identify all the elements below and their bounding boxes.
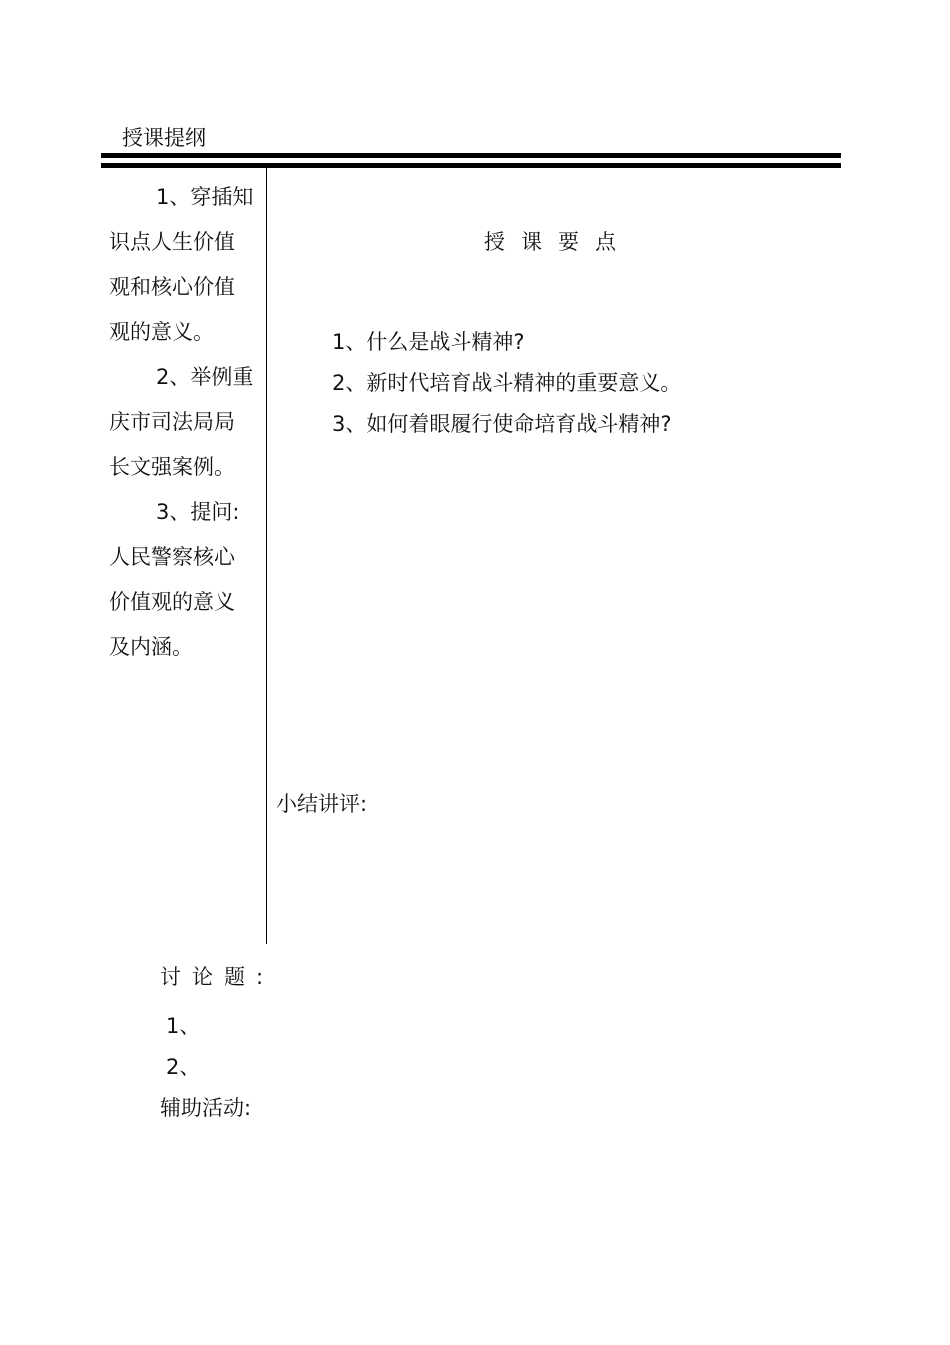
sidebar-line: 2、举例重 <box>156 365 254 389</box>
summary-label: 小结讲评: <box>276 792 368 816</box>
sidebar-line: 观的意义。 <box>109 320 214 344</box>
header-rule-bottom <box>101 163 841 168</box>
sidebar-line: 观和核心价值 <box>109 275 235 299</box>
points-heading: 授课要点 <box>484 230 632 254</box>
point-item: 2、新时代培育战斗精神的重要意义。 <box>332 371 682 395</box>
sidebar-line: 长文强案例。 <box>109 455 235 479</box>
point-item: 1、什么是战斗精神? <box>332 330 525 354</box>
column-divider <box>266 168 267 944</box>
sidebar-line: 3、提问: <box>156 500 240 524</box>
point-item: 3、如何着眼履行使命培育战斗精神? <box>332 412 672 436</box>
header-rule-top <box>101 153 841 158</box>
discussion-label: 讨论题: <box>160 965 275 989</box>
sidebar-line: 庆市司法局局 <box>109 410 235 434</box>
discussion-item: 1、 <box>166 1014 201 1038</box>
sidebar-line: 识点人生价值 <box>109 230 235 254</box>
sidebar-line: 人民警察核心 <box>109 545 235 569</box>
sidebar-line: 1、穿插知 <box>156 185 254 209</box>
sidebar-line: 价值观的意义 <box>109 590 235 614</box>
activities-label: 辅助活动: <box>160 1096 252 1120</box>
page-title: 授课提纲 <box>122 126 206 150</box>
discussion-item: 2、 <box>166 1055 201 1079</box>
sidebar-line: 及内涵。 <box>109 635 193 659</box>
